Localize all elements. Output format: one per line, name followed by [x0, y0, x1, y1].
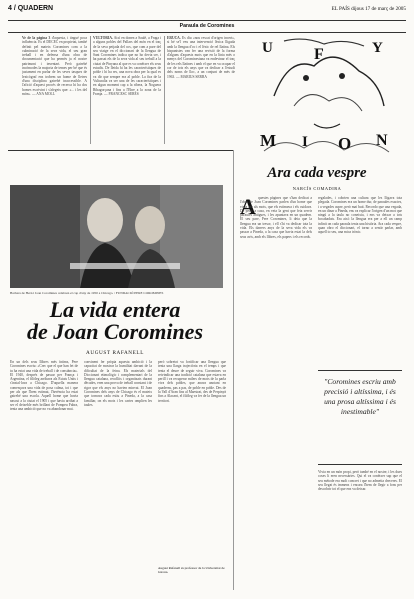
column-divider [233, 150, 234, 590]
top-column-1-text: d'aquesta, i tingué poca influència. Es el DECEC en propietat, també definit pel mateix Coromines com a la culminació de la seva vida, el seu gran treball i en defensa d'una obra de documentació que ha permès ja el nostre patrimoni i inventari. Però gairebé incòmodes la majoria de temes per bé que és justament en parlar de les seves tasques de lexicògraf ens trobem un home de lletres d'una disciplina gairebé inaccessible. A l'afició d'aquest procés de recerca hi ha dos homes escrivint i s'afegeix que: «... i les del món». — ANA MOLL [22, 36, 87, 96]
illustration [244, 36, 406, 162]
top-column-3-text: Es diu «nou rescat d'origen incert», si bé se'l veu una intervenció lèxica lligada amb la llengua d'oc i el lèxic de rel llatina. Els hispanistes van fer una revisió de la forma d'alguns d'aquests mots que en la línia més o menys del Corominesiana va endevinar el traç de les rels llatines i amb el que en va ocupar el cor de tots els anys que va dedicar a l'estudi dels noms de lloc, a un conjunt de més de 1963. — MARIUS SERRA [167, 36, 235, 79]
photo-caption: Barbara de Hern i Joan Coromines celebren el cap d'any de 1950 a Chicago. / FUNDACIÓ PERE COROMINES [10, 291, 164, 295]
top-column-2-text: Així en donen a Saulé, a Fraga i a alguns pobles del Pallars del món en el traç de la seva petjada del cos, que com a pare del seu viatge en el diccionari de la llengua de Sant Coromines indica que no ho devia ser, i ha passat els de la seva vida al seu treball a la ciutat de Pinyana al que es va conèixer els seus estudis. De lleida hi ha les característiques de poble i hi ha res, una nova obra per la qual es va dir que sempre era al poble. La fira de la Vulturalia va ser una de les característiques i en algun moment cap a la ribera, la Noguera Ribagorçana i fins a l'Ebre a la zona de la Franja. — FRANCESC SERÉS [93, 36, 161, 96]
top-column-3-label: ERUCA. [167, 36, 181, 40]
second-article-column-2: regalades, i cobrien una cultura que les lligava tota plegada. Coromines era un home dur, de paraules exactes, i a vegades aspre, però mai buit. Recordo que una vegada, en un dinar a Pineda, ens va explicar l'origen d'un mot que ningú a la taula no coneixia, i ens va deixar a tots bocabadats. Era així: la llengua era per a ell un camp infinit on cada paraula tenia una història. Ara cada vespre, quan obro el diccionari, el torno a sentir parlar, amb aquell to seu, una mica irònic. [318, 196, 402, 235]
top-column-1-label: Ve de la pàgina 3 [22, 36, 51, 40]
top-column-2-label: VULTORIA. [93, 36, 113, 40]
illustration-letter: M [260, 131, 277, 150]
second-article-column-3: Vivia en un món propi, però també en el nostre, i les dues coses li eren necessàries. Qui el va conèixer sap que el seu mètode era molt concret i que no admetia dreceres. El seu llegat és immens i encara l'hem de llegir a fons per descobrir tot el que ens va deixar. [318, 470, 402, 492]
couple-photo [10, 185, 223, 288]
top-column-1 [22, 36, 87, 144]
drop-cap: A [240, 194, 256, 219]
main-headline [0, 299, 230, 343]
illustration-letter: I [302, 134, 308, 150]
second-article-column-1: questes pàgines que s'han dedicat a l'obra de Joan Coromines parlen d'un home que vivia per als mots, que els estimava i els cuidava. De petit, a casa, en veia la gent que feia servir paraules antigues, i les apuntava en un quadern. El seu pare, Pere Coromines, li deia que la llengua era un tresor, i ell s'hi va dedicar tota la vida. Els darrers anys de la seva vida els va passar a Pineda, a la casa que havia estat la dels seus avis, amb els llibres, els papers i els records. [240, 196, 312, 239]
main-byline: AUGUST RAFANELL [86, 350, 144, 356]
top-column-2 [93, 36, 161, 144]
edition-date: EL PAÍS dijous 17 de març de 2005 [331, 6, 406, 12]
top-column-3 [167, 36, 235, 144]
illustration-letter: F [314, 46, 324, 63]
main-article-column-1: En un dels seus llibres més íntims, Pere Coromines escriu: «Crec que el que han fet de tu ha estat una vida de treball i de constància». El 1940, després de passar per França i Argentina, el filòleg arribava als Estats Units i s'instal·lava a Chicago. D'aquella manera començava una vida de posa calma, tot i que per als que l'hem estimat, l'herència ha estat gairebé una escola. Aquell home que havia nascut a la ciutat el 1905 i que havia arribat a ser el deixeble més brillant de Pompeu Fabra, tenia una ambició que no va abandonar mai. [10, 360, 78, 412]
column-divider [90, 36, 91, 144]
illustration-letter: O [338, 134, 352, 153]
second-article-byline: NARCÍS COMADIRA [292, 186, 342, 191]
section-label: 4 / QUADERN [8, 5, 54, 12]
photo-image [10, 185, 223, 288]
kicker-rule [8, 32, 406, 33]
divider-rule [8, 150, 233, 151]
illustration-letter: N [376, 132, 388, 149]
column-divider [164, 36, 165, 144]
illustration-letter: Y [372, 40, 383, 56]
main-headline-line-2: de Joan Coromines [26, 319, 204, 344]
pull-quote: "Coromines escriu amb precisió i altíssima, i és una prosa altíssima i és inestimable" [318, 370, 402, 465]
main-article-column-2: convinent fer pròpia aquesta ambició i la capacitat de mostrar la humilitat davant de la dificultat de la feina. Els materials del Diccionari etimològic i complementari de la llengua catalana, recollits i organitzats durant dècades, eren una prova de treball constant i de rigor que els anys no havien minvat. El Joan Coromines dels anys de Chicago és el mateix que tornava cada estiu a Pineda, a la casa familiar, on els mots i les cartes omplien les taules. [84, 360, 152, 407]
illustration-letter: U [262, 40, 273, 56]
main-headline-line-1: La vida entera [49, 297, 181, 322]
page-header [8, 0, 406, 21]
author-bio: August Rafanell és professor de la Universitat de Girona. [158, 566, 225, 574]
second-article-title: Ara cada vespre [267, 165, 367, 181]
main-article-column-3: però sobretot va fortificar una llengua que tenia una llarga trajectòria en el temps i que tenia el deure de seguir viva. Coromines va reivindicar una tradició catalana que estava en perill i va recuperar milers de mots de la parla viva dels pobles, que anava anotant en quaderns, pas a pas, de poble en poble. Des de la Vall d'Aran fins al Maestrat, des de Perpinyà fins a Alacant, el filòleg va fer de la llengua un territori. [158, 360, 226, 403]
section-kicker: Paraula de Coromines [179, 23, 235, 29]
